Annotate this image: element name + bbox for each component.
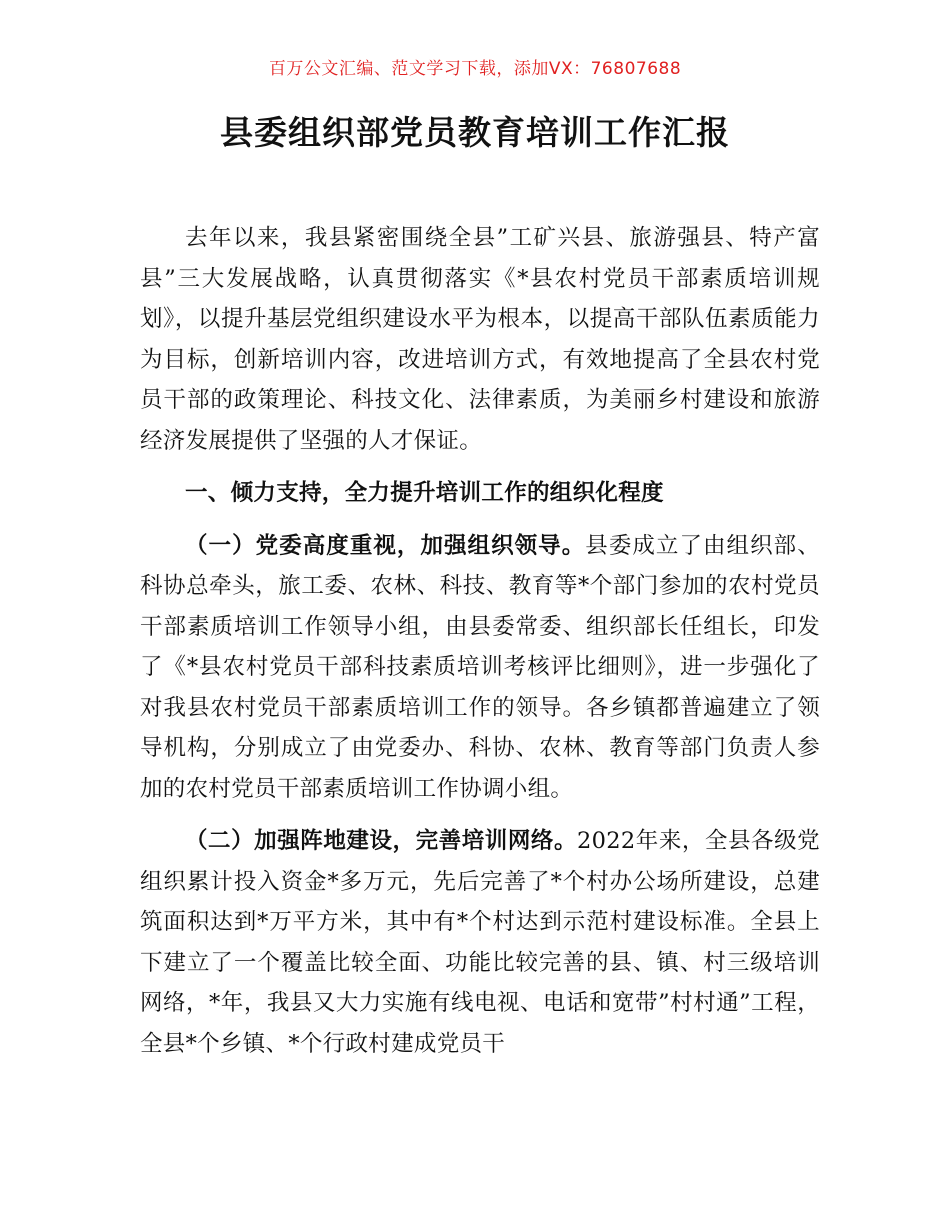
item-lead: （一）党委高度重视，加强组织领导。 xyxy=(185,532,586,559)
section-item-paragraph xyxy=(140,821,820,1064)
watermark-banner: 百万公文汇编、范文学习下载，添加VX：76807688 xyxy=(268,59,682,79)
section-heading: 一、倾力支持，全力提升培训工作的组织化程度 xyxy=(185,480,664,506)
section-item-paragraph xyxy=(140,526,820,810)
item-text: 县委成立了由组织部、科协总牵头，旅工委、农林、科技、教育等*个部门参加的农村党员干部素质培训工作领导小组，由县委常委、组织部长任组长，印发了《*县农村党员干部科技素质培训考核评比细则》，进一步强化了对我县农村党员干部素质培训工作的领导。各乡镇都普遍建立了领导机构，分别成立了由党委办、科协、农林、教育等部门负责人参加的农村党员干部素质培训工作协调小组。 xyxy=(140,532,820,802)
item-text: 2022年来，全县各级党组织累计投入资金*多万元，先后完善了*个村办公场所建设，总建筑面积达到*万平方米，其中有*个村达到示范村建设标准。全县上下建立了一个覆盖比较全面、功能比较完善的县、镇、村三级培训网络，*年，我县又大力实施有线电视、电话和宽带”村村通”工程，全县*个乡镇、*个行政村建成党员干 xyxy=(140,828,820,1057)
page-title: 县委组织部党员教育培训工作汇报 xyxy=(220,113,730,152)
intro-paragraph: 去年以来，我县紧密围绕全县”工矿兴县、旅游强县、特产富县”三大发展战略，认真贯彻落实《*县农村党员干部素质培训规划》，以提升基层党组织建设水平为根本，以提高干部队伍素质能力为目标，创新培训内容，改进培训方式，有效地提高了全县农村党员干部的政策理论、科技文化、法律素质，为美丽乡村建设和旅游经济发展提供了坚强的人才保证。 xyxy=(140,225,820,454)
document-body xyxy=(140,218,820,1064)
item-lead: （二）加强阵地建设，完善培训网络。 xyxy=(185,828,578,854)
